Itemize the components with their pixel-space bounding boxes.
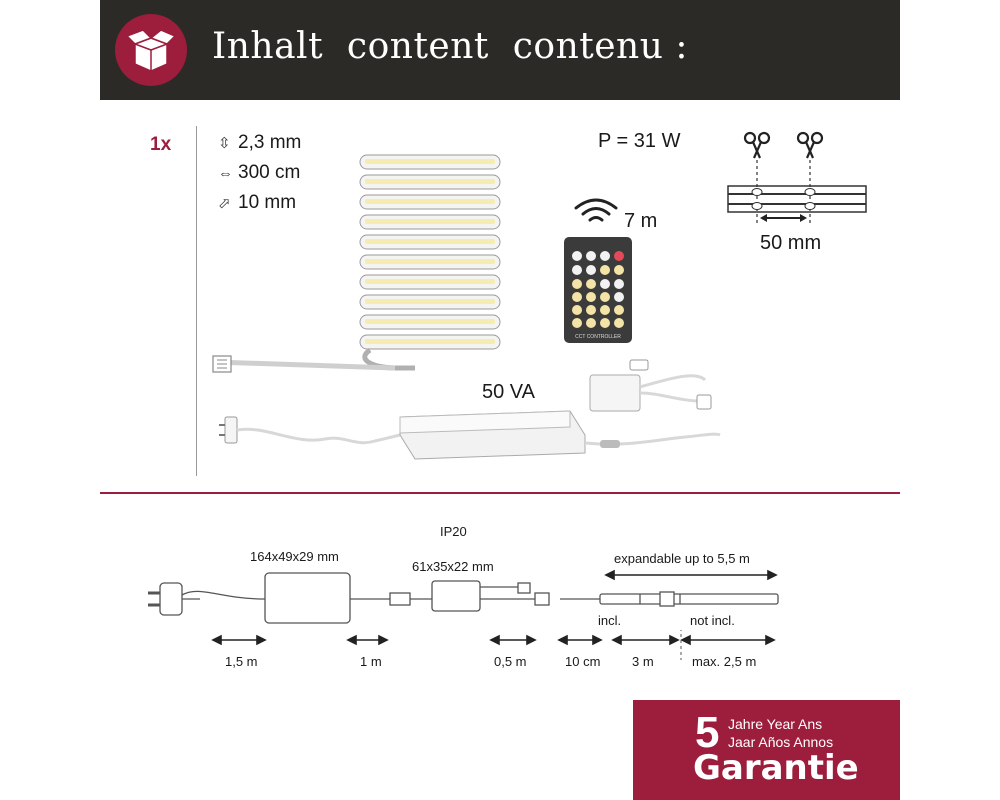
length-connector: 10 cm xyxy=(565,654,601,669)
box-icon xyxy=(115,14,187,86)
expandable-label: expandable up to 5,5 m xyxy=(614,551,750,566)
cut-mark-diagram xyxy=(720,128,870,228)
guarantee-line-2: Jaar Años Annos xyxy=(728,734,834,750)
incl-label: incl. xyxy=(598,613,622,628)
ip-rating: IP20 xyxy=(440,524,467,539)
scissors-icon xyxy=(745,133,769,158)
remote-range: 7 m xyxy=(624,210,658,232)
led-strip-coil xyxy=(205,150,515,390)
guarantee-line-1: Jahre Year Ans xyxy=(728,716,823,732)
driver-dimensions: 164x49x29 mm xyxy=(250,549,339,564)
scissors-icon xyxy=(798,133,822,158)
section-divider xyxy=(196,126,197,476)
not-incl-label: not incl. xyxy=(690,613,735,628)
controller-dimensions: 61x35x22 mm xyxy=(412,559,494,574)
length-strip-included: 3 m xyxy=(632,654,654,669)
cut-interval: 50 mm xyxy=(760,232,822,254)
width-arrow-icon: ⬀ xyxy=(218,195,231,212)
length-cable-driver: 1 m xyxy=(360,654,382,669)
length-cable-controller: 0,5 m xyxy=(494,654,527,669)
remote-control-icon xyxy=(563,236,633,344)
spec-width-value: 10 mm xyxy=(238,192,297,213)
length-arrow-icon: ⇔ xyxy=(218,165,233,182)
power-supply-set xyxy=(205,355,730,475)
quantity-label: 1x xyxy=(150,134,172,155)
spec-length-value: 300 cm xyxy=(238,162,301,183)
guarantee-word: Garantie xyxy=(693,748,859,788)
length-strip-max: max. 2,5 m xyxy=(692,654,757,669)
remote-label: CCT CONTROLLER xyxy=(575,334,621,340)
driver-rating: 50 VA xyxy=(482,381,535,403)
height-arrow-icon: ⇳ xyxy=(218,135,231,152)
guarantee-years: 5 xyxy=(695,708,720,757)
page-title: Inhalt content contenu : xyxy=(212,26,688,67)
wifi-icon xyxy=(572,196,620,226)
length-cable-plug: 1,5 m xyxy=(225,654,258,669)
power-label: P = 31 W xyxy=(598,130,681,152)
spec-height-value: 2,3 mm xyxy=(238,132,302,153)
section-separator xyxy=(100,492,900,494)
driver-box xyxy=(400,411,585,459)
